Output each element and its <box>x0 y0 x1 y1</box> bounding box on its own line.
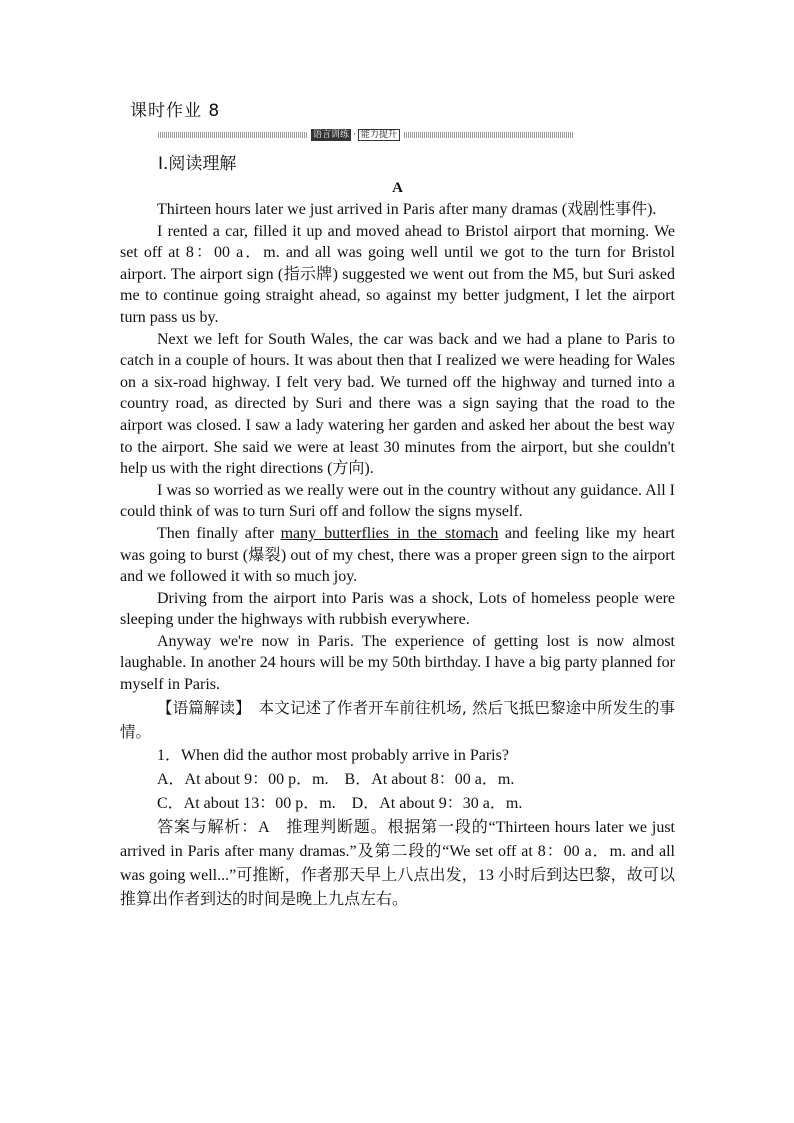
section-banner <box>158 129 573 141</box>
question-stem: 1．When did the author most probably arrive in Paris? <box>157 746 509 764</box>
summary-text: 本文记述了作者开车前往机场, 然后飞抵巴黎途中所发生的事情。 <box>120 698 675 741</box>
worksheet-page <box>120 96 675 912</box>
passage-paragraph-4: I was so worried as we really were out in the country without any guidance. All I could think of was to turn Suri off and follow the signs myself. <box>120 481 675 521</box>
question-options-row-2: C．At about 13：00 p．m. D．At about 9：30 a．m. <box>157 794 523 812</box>
passage-paragraph-5 <box>120 523 675 588</box>
summary <box>120 696 675 744</box>
passage-paragraph-3: Next we left for South Wales, the car was back and we had a plane to Paris to catch in a couple of hours. It was about then that I realized we were heading for Wales on a six-road highway. I felt very bad. We turned off the highway and turned into a country road, as directed by Suri and there was a sign saying that the road to the airport was closed. I saw a lady watering her garden and asked her about the best way to the airport. She said we were at least 30 minutes from the airport, but she couldn't help us with the right directions (方向). <box>120 330 675 478</box>
page-title: 课时作业 8 <box>130 101 221 121</box>
passage-paragraph-2: I rented a car, filled it up and moved ahead to Bristol airport that morning. We set off at 8：00 a．m. and all was going well until we got to the turn for Bristol airport. The airport sign (指示牌) suggested we went out from the M5, but Suri asked me to continue going straight ahead, so against my better judgment, I let the airport turn pass us by. <box>120 222 675 326</box>
passage-letter: A <box>392 180 403 196</box>
banner-left-label: 语言训练 <box>313 130 350 140</box>
passage-paragraph-1: Thirteen hours later we just arrived in Paris after many dramas (戏剧性事件). <box>157 201 657 218</box>
question-options-row-1: A．At about 9：00 p．m. B．At about 8：00 a．m. <box>157 770 515 788</box>
p5-before: Then finally after <box>157 524 281 542</box>
section-heading: Ⅰ.阅读理解 <box>158 154 237 174</box>
banner-separator: · <box>353 130 356 140</box>
answer-explanation: 答案与解析：A 推理判断题。根据第一段的“Thirteen hours later we just arrived in Paris after many dramas.”及第二段的“We set off at 8：00 a．m. and all was going well...”可推断，作者那天早上八点出发，13 小时后到达巴黎，故可以推算出作者到达的时间是晚上九点左右。 <box>120 818 675 908</box>
underlined-phrase: many_butterflies_in_the_stomach <box>280 524 499 542</box>
banner-right-label: 能力提升 <box>358 129 400 141</box>
summary-label: 【语篇解读】 <box>157 698 244 717</box>
passage-paragraph-6: Driving from the airport into Paris was a shock, Lots of homeless people were sleeping under the highways with rubbish everywhere. <box>120 589 675 629</box>
passage-paragraph-7: Anyway we're now in Paris. The experience of getting lost is now almost laughable. In another 24 hours will be my 50th birthday. I have a big party planned for myself in Paris. <box>120 632 675 694</box>
p5-after: and feeling like my heart was going to burst (爆裂) out of my chest, there was a proper green sign to the airport and we followed it with so much joy. <box>120 524 675 586</box>
banner-tag <box>308 129 403 141</box>
